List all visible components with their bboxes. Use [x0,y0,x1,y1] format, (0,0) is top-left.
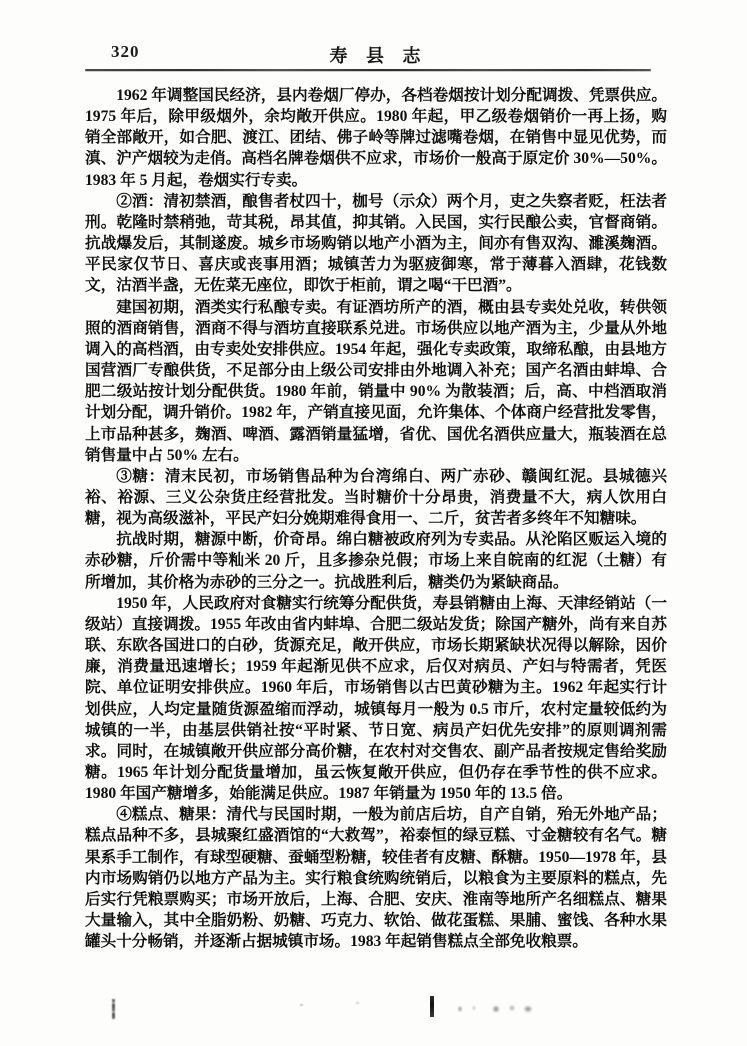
paragraph-sugar-early: ③糖：清末民初，市场销售品种为台湾绵白、两广赤砂、赣闽红泥。县城德兴裕、裕源、三义公杂货庄经营批发。当时糖价十分昂贵，消费量不大，病人饮用白糖，视为高级滋补，平民产妇分娩期难得食用一、二斤，贫苦者多终年不知糖味。 [85,467,667,528]
scan-artifact-left-tick [112,999,115,1019]
header-rule-divider [85,69,651,71]
paragraph-pastry-candy: ④糕点、糖果：清代与民国时期，一般为前店后坊，自产自销，殆无外地产品；糕点品种不多，县城聚红盛酒馆的“大救驾”，裕泰恒的绿豆糕、寸金糖较有名气。糖果系手工制作，有球型硬糖、蚕蛹型粉糖，较佳者有皮糖、酥糖。1950—1978 年，县内市场购销仍以地方产品为主。实行粮食统购统销后，以粮食为主要原料的糕点，先后实行凭粮票购买；市场开放后，上海、合肥、安庆、淮南等地所产名细糕点、糖果大量输入，其中全脂奶粉、奶糖、巧克力、软饴、做花蛋糕、果脯、蜜饯、各种水果罐头十分畅销，并逐渐占据城镇市场。1983 年起销售糕点全部免收粮票。 [85,806,667,951]
scan-artifact-center-bar [430,996,434,1017]
page-header [85,42,667,66]
book-title: 寿 县 志 [329,46,423,66]
paragraph-liquor-history: ②酒：清初禁酒，酿售者杖四十，枷号（示众）两个月，吏之失察者贬，枉法者刑。乾隆时禁稍弛，苛其税，昂其值，抑其销。入民国，实行民酿公卖，官督商销。抗战爆发后，其制遂废。城乡市场购销以地产小酒为主，间亦有售双沟、濉溪麹酒。平民家仅节日、喜庆或丧事用酒；城镇苦力为驱疲御寒，常于薄暮入酒肆，花钱数文，沽酒半盏，无佐菜无座位，即饮于柜前，谓之喝“干巴酒”。 [85,192,667,295]
paragraph-liquor-monopoly: 建国初期，酒类实行私酿专卖。有证酒坊所产的酒，概由县专卖处兑收，转供领照的酒商销售，酒商不得与酒坊直接联系兑进。市场供应以地产酒为主，少量从外地调入的高档酒，由专卖处安排供应。1954 年起，强化专卖政策，取缔私酿，由县地方国营酒厂专酿供货，不足部分由上级公司安排由外地调入补充；国产名酒由蚌埠、合肥二级站按计划分配供货。1980 年前，销量中 90% 为散装酒；后，高、中档酒取消计划分配，调升销价。1982 年，产销直接见面，允许集体、个体商户经营批发零售，上市品种甚多，麹酒、啤酒、露酒销量猛增，省优、国优名酒供应量大，瓶装酒在总销售量中占 50% 左右。 [85,298,667,464]
paragraph-sugar-prc: 1950 年，人民政府对食糖实行统筹分配供货，寿县销糖由上海、天津经销站（一级站）直接调拨。1955 年改由省内蚌埠、合肥二级站发货；除国产糖外，尚有来自苏联、东欧各国进口的白砂，货源充足，敞开供应，市场长期紧缺状况得以解除，因价廉，消费量迅速增长；1959 年起渐见供不应求，后仅对病员、产妇与特需者，凭医院、单位证明安排供应。1960 年后，市场销售以古巴黄砂糖为主。1962 年起实行计划供应，人均定量随货源盈缩而浮动，城镇每月一般为 0.5 市斤，农村定量较低约为城镇的一半，由基层供销社按“平时紧、节日宽、病员产妇优先安排”的原则调剂需求。同时，在城镇敞开供应部分高价糖，在农村对交售农、副产品者按规定售给奖励糖。1965 年计划分配货量增加，虽云恢复敞开供应，但仍存在季节性的供不应求。1980 年国产糖增多，始能满足供应。1987 年销量为 1950 年的 13.5 倍。 [85,594,667,803]
scan-artifact-smudge [448,1002,538,1015]
paragraph-cigarette-supply: 1962 年调整国民经济，县内卷烟厂停办，各档卷烟按计划分配调拨、凭票供应。1975 年后，除甲级烟外，余均敞开供应。1980 年起，甲乙级卷烟销价一再上扬，购销全部敞开，如合肥、渡江、团结、佛子岭等牌过滤嘴卷烟，在销售中显见优势，而滇、沪产烟较为走俏。高档名牌卷烟供不应求，市场价一般高于原定价 30%—50%。1983 年 5 月起，卷烟实行专卖。 [85,87,667,189]
body-text-column [85,85,667,952]
page-number: 320 [111,42,140,61]
scan-artifact-dot [356,1002,359,1004]
scan-artifact-dot [300,1004,303,1006]
paragraph-sugar-wartime: 抗战时期，糖源中断，价奇昂。绵白糖被政府列为专卖品。从沦陷区贩运入境的赤砂糖，斤价需中等籼米 20 斤，且多掺杂兑假；市场上来自皖南的红泥（土糖）有所增加，其价格为赤砂的三分之一。抗战胜利后，糖类仍为紧缺商品。 [85,531,667,591]
